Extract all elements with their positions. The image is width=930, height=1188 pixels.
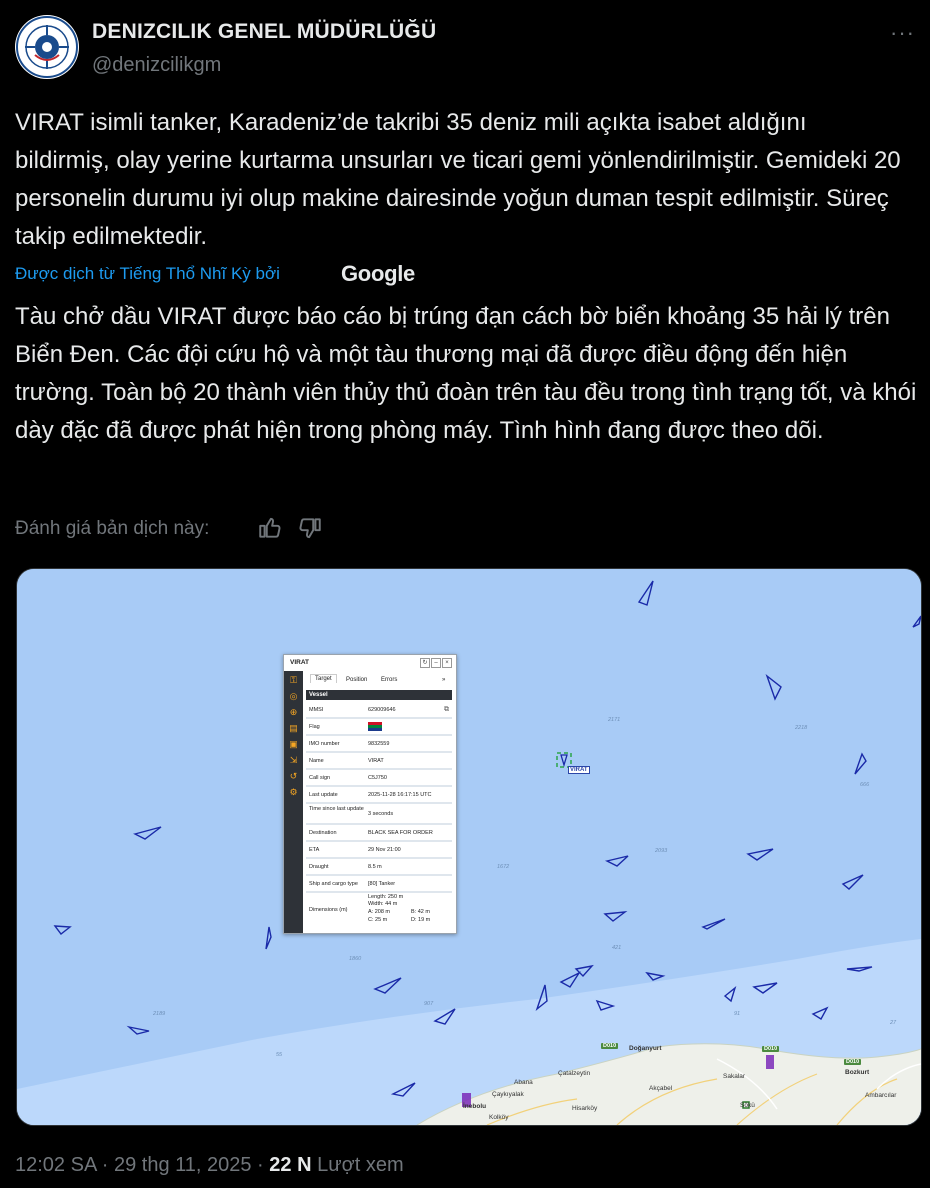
- depth-label: 907: [424, 1001, 434, 1007]
- depth-label: 1860: [349, 956, 362, 962]
- depth-label: 2218: [795, 725, 808, 731]
- depth-label: 27: [890, 1020, 897, 1026]
- place-label: Hisarköy: [572, 1105, 598, 1112]
- account-name[interactable]: DENIZCILIK GENEL MÜDÜRLÜĞÜ: [92, 20, 437, 43]
- place-label: Bozkurt: [845, 1069, 870, 1076]
- info-row-name: Name VIRAT: [306, 753, 452, 770]
- close-icon[interactable]: ×: [442, 658, 452, 668]
- info-row-dimensions: Dimensions (m) Length: 250 m Width: 44 m A: 208 m B: 42 m C: 25 m D: 19 m: [309, 894, 431, 923]
- track-icon[interactable]: ↺: [289, 771, 298, 781]
- post-time[interactable]: 12:02 SA · 29 thg 11, 2025 ·: [15, 1154, 264, 1176]
- info-row-imo: IMO number 9832559: [306, 736, 452, 753]
- place-label: Çatalzeytin: [558, 1070, 591, 1077]
- views-count: 22 N: [269, 1154, 312, 1176]
- translated-text: Tàu chở dầu VIRAT được báo cáo bị trúng đạn cách bờ biển khoảng 35 hải lý trên Biển Đen. Các đội cứu hộ và một tàu thương mại đã được điều động đến hiện trường. Toàn bộ 20 thành viên thủy thủ đoàn trên tàu đều trong tình trạng tốt, và khói dày đặc đã được phát hiện trong phòng máy. Tình hình đang được theo dõi.: [15, 303, 917, 444]
- map-image[interactable]: [16, 568, 922, 1126]
- panel-title: VIRAT: [290, 659, 310, 666]
- vessel-section-header: Vessel: [306, 690, 452, 700]
- info-row-mmsi: MMSI 629009646 ⧉: [306, 702, 452, 719]
- key-icon[interactable]: ⚿: [290, 675, 297, 685]
- maritime-seal-icon: [15, 15, 79, 79]
- target-icon[interactable]: ◎: [289, 691, 298, 701]
- info-row-ship-type: Ship and cargo type [80] Tanker: [306, 876, 452, 893]
- place-label: Doğanyurt: [629, 1045, 662, 1052]
- place-label: Sakalar: [723, 1073, 746, 1080]
- export-icon[interactable]: ⇲: [289, 755, 298, 765]
- info-row-flag: Flag: [306, 719, 452, 736]
- refresh-icon[interactable]: ↻: [420, 658, 430, 668]
- road-shield: D010: [764, 1046, 778, 1052]
- copy-icon[interactable]: ⧉: [444, 706, 449, 713]
- info-row-draught: Draught 8.5 m: [306, 859, 452, 876]
- place-label: Akçabel: [649, 1085, 673, 1092]
- panel-sidebar: [284, 671, 303, 933]
- place-label: Kolköy: [489, 1114, 509, 1121]
- more-options-icon[interactable]: ···: [890, 20, 915, 45]
- depth-label: 421: [612, 945, 622, 951]
- place-label: Ambarcılar: [865, 1092, 897, 1099]
- print-icon[interactable]: ▤: [289, 723, 298, 733]
- minimize-icon[interactable]: –: [431, 658, 441, 668]
- thumbs-up-icon[interactable]: [257, 515, 283, 541]
- id-card-icon[interactable]: ▣: [289, 739, 298, 749]
- place-label: Sökü: [740, 1102, 755, 1109]
- crosshair-icon[interactable]: ⊕: [289, 707, 298, 717]
- place-label: Çaykıyalak: [492, 1091, 524, 1098]
- account-avatar[interactable]: [15, 15, 79, 79]
- depth-label: 1672: [497, 864, 510, 870]
- google-logo: Google: [341, 261, 415, 286]
- settings-icon[interactable]: ⚙: [289, 787, 298, 797]
- depth-label: 2171: [608, 717, 621, 723]
- virat-vessel-tag[interactable]: VIRAT: [570, 767, 588, 773]
- tab-position[interactable]: Position: [346, 677, 368, 683]
- flag-icon: [368, 722, 382, 734]
- thumbs-down-icon[interactable]: [297, 515, 323, 541]
- depth-label: 2093: [655, 848, 668, 854]
- road-shield: D010: [846, 1059, 860, 1065]
- tab-errors[interactable]: Errors: [381, 677, 398, 683]
- views-label: Lượt xem: [317, 1154, 404, 1176]
- tweet-text: VIRAT isimli tanker, Karadeniz’de takribi 35 deniz mili açıkta isabet aldığını bildirmiş, olay yerine kurtarma unsurları ve ticari gemi yönlendirilmiştir. Gemideki 20 personelin durumu iyi olup makine dairesinde yoğun duman tespit edilmiştir. Süreç takip edilmektedir.: [15, 109, 901, 250]
- road-shield: D010: [603, 1043, 617, 1049]
- tabs-more-icon[interactable]: »: [442, 677, 446, 683]
- account-handle[interactable]: @denizcilikgm: [92, 54, 222, 76]
- info-row-callsign: Call sign C5J750: [306, 770, 452, 787]
- info-row-destination: Destination BLACK SEA FOR ORDER: [306, 825, 452, 842]
- depth-label: 55: [276, 1052, 283, 1058]
- depth-label: 666: [860, 782, 870, 788]
- depth-label: 91: [734, 1011, 741, 1017]
- tab-target[interactable]: Target: [310, 674, 337, 683]
- tweet-timestamp: [15, 1154, 404, 1177]
- info-row-last-update: Last update 2025-11-28 16:17:15 UTC: [306, 787, 452, 804]
- info-row-time-since: Time since last update 3 seconds: [306, 804, 452, 825]
- info-row-eta: ETA 29 Nov 21:00: [306, 842, 452, 859]
- place-label: Abana: [514, 1079, 533, 1086]
- depth-label: 2189: [153, 1011, 166, 1017]
- translated-by-link[interactable]: Được dịch từ Tiếng Thổ Nhĩ Kỳ bởi: [15, 264, 280, 283]
- sea-map: [17, 569, 921, 1125]
- rate-translation-label: Đánh giá bản dịch này:: [15, 518, 210, 539]
- vessel-info-panel: [283, 654, 457, 934]
- place-label: İnebolu: [463, 1103, 487, 1110]
